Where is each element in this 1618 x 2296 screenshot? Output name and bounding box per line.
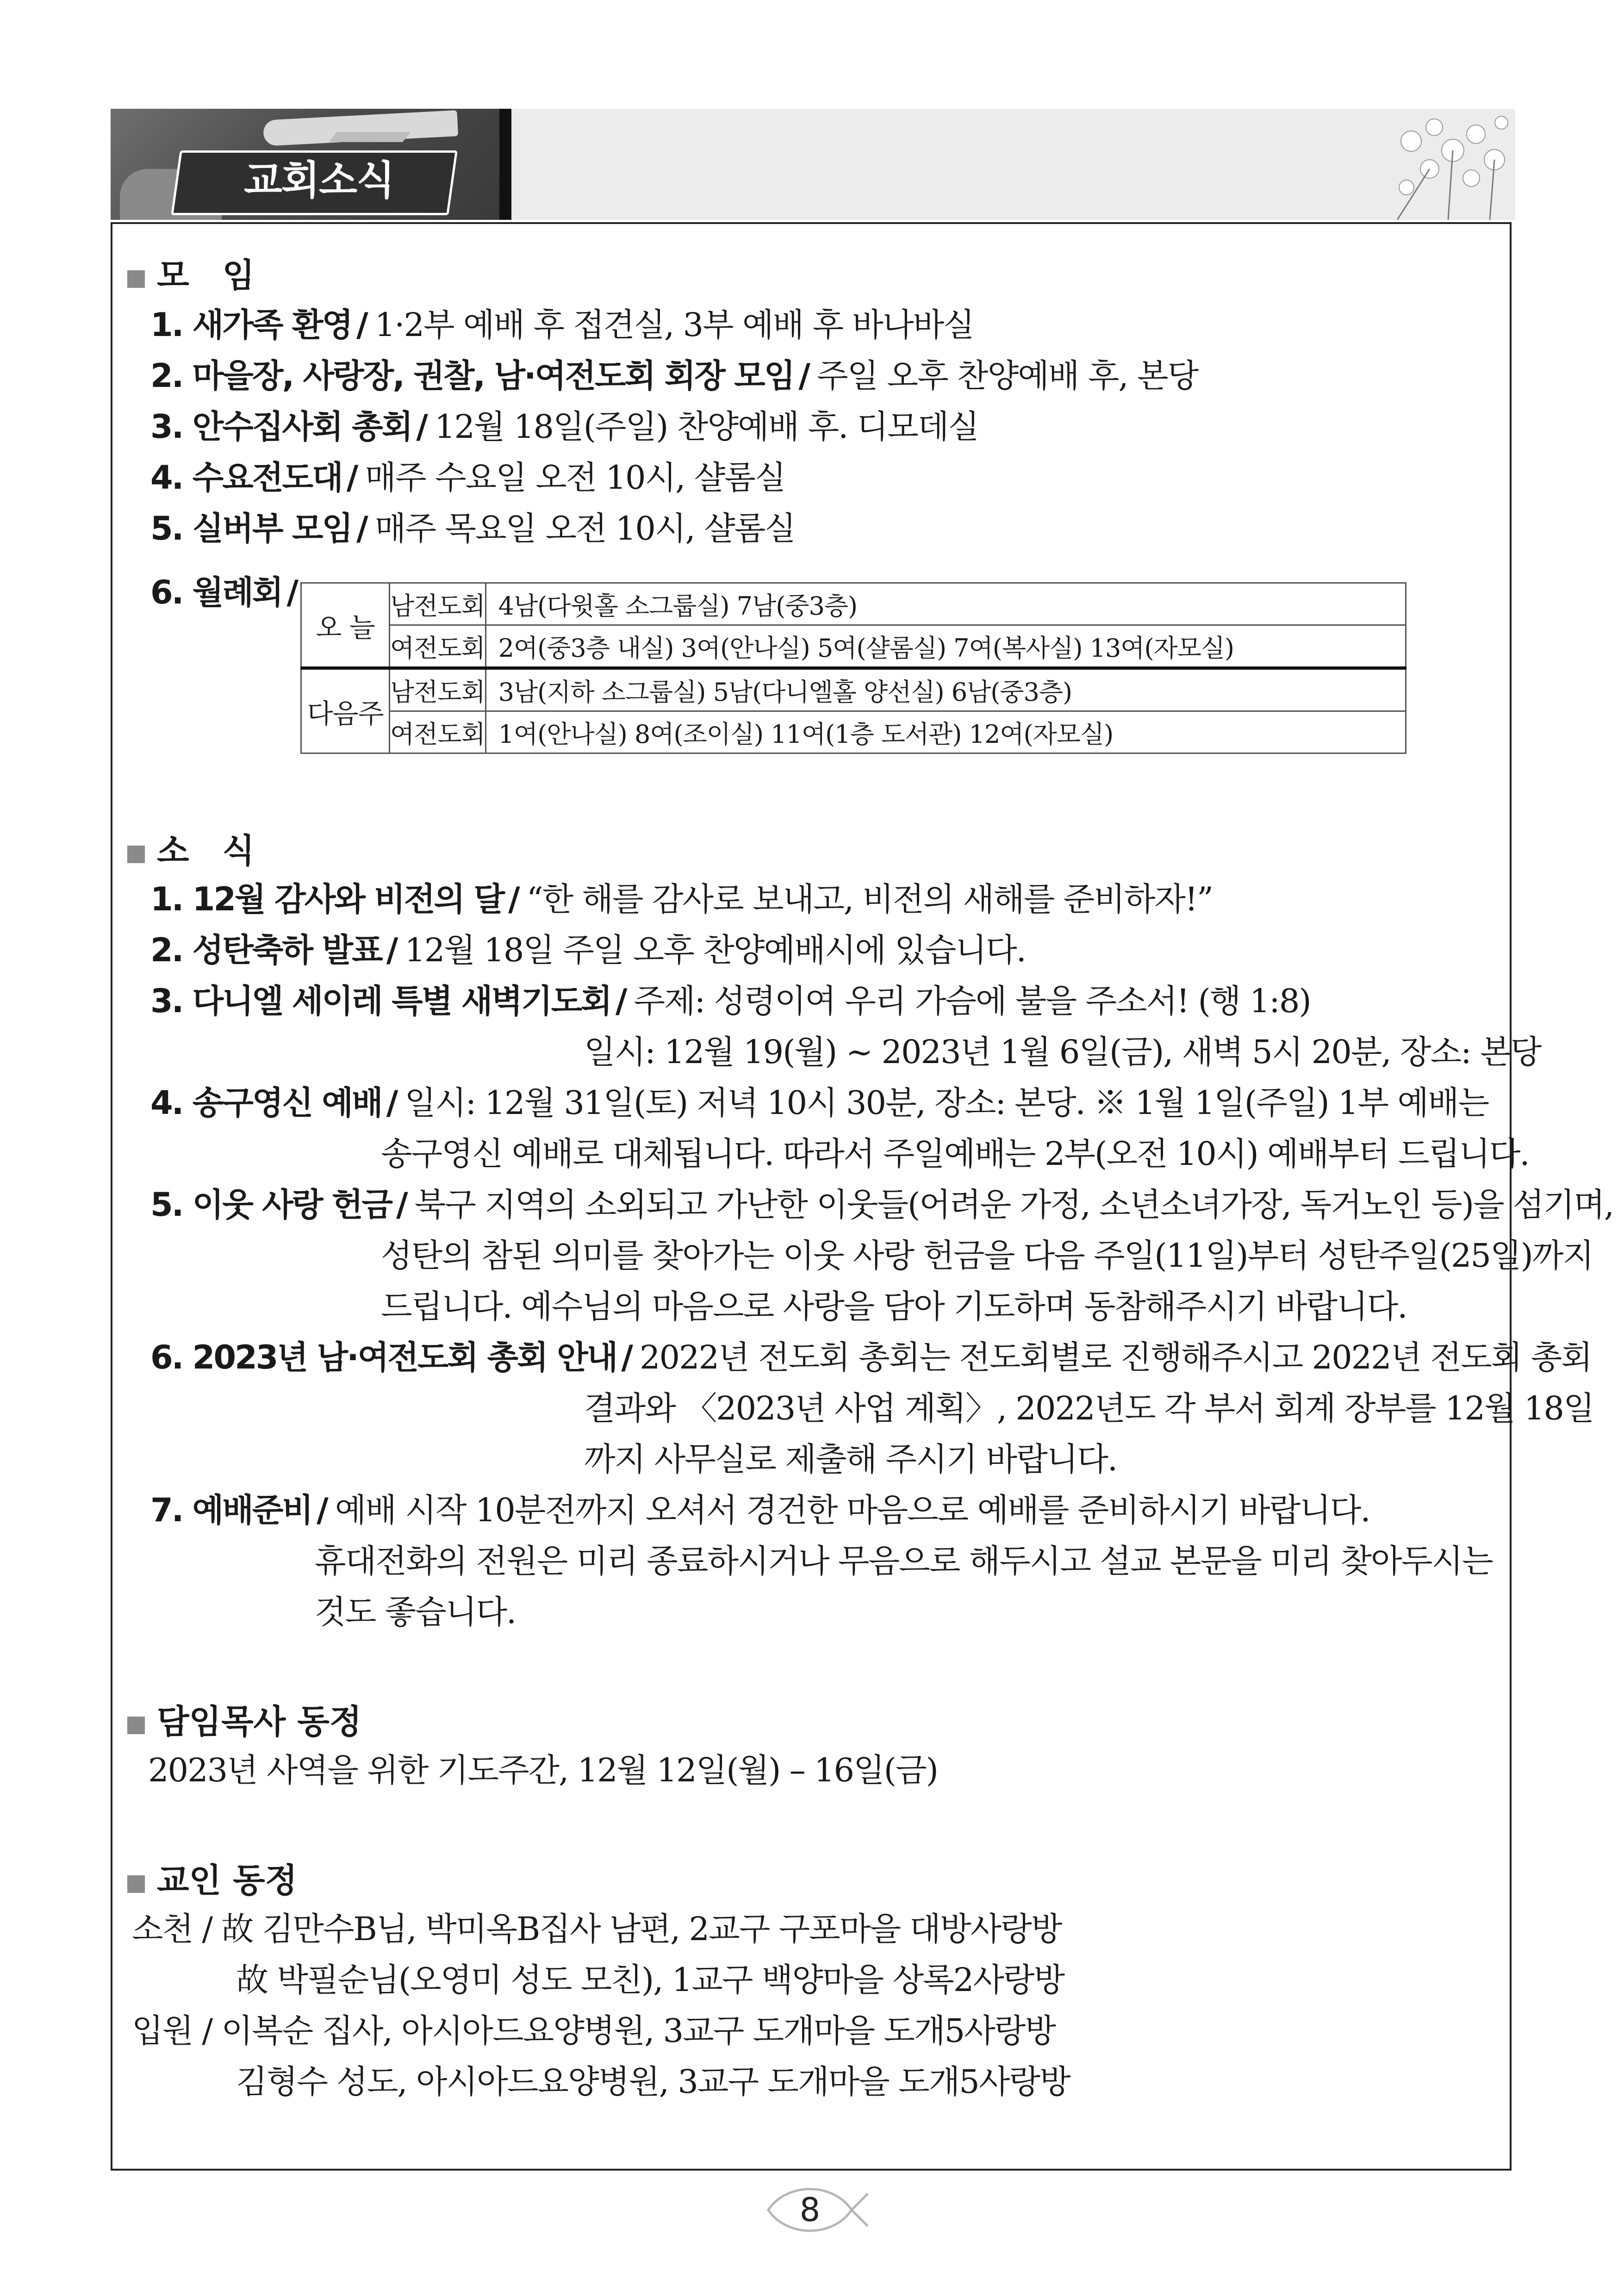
- section-title-pastor: 담임목사 동정: [127, 1699, 361, 1745]
- meeting-item: 3. 안수집사회 총회 / 12월 18일(주일) 찬양예배 후. 디모데실: [150, 408, 979, 446]
- table-cell-places: 4남(다윗홀 소그룹실) 7남(중3층): [485, 583, 1406, 625]
- table-cell-group: 여전도회: [390, 625, 486, 668]
- airplane-wing-image: [329, 132, 411, 142]
- news-item: 7. 예배준비 / 예배 시작 10분전까지 오셔서 경건한 마음으로 예배를 준비하시기 바랍니다.: [150, 1491, 1370, 1529]
- news-item-continuation: 송구영신 예배로 대체됩니다. 따라서 주일예배는 2부(오전 10시) 예배부터 드립니다.: [381, 1135, 1529, 1173]
- pastor-schedule-text: 2023년 사역을 위한 기도주간, 12월 12일(월) – 16일(금): [148, 1751, 938, 1789]
- flowers-illustration: [1379, 109, 1515, 220]
- news-item: 4. 송구영신 예배 / 일시: 12월 31일(토) 저녁 10시 30분, 장소: 본당. ※ 1월 1일(주일) 1부 예배는: [150, 1084, 1489, 1122]
- member-news-line: 김형수 성도, 아시아드요양병원, 3교구 도개마을 도개5사랑방: [236, 2063, 1070, 2101]
- table-cell-places: 1여(안나실) 8여(조이실) 11여(1층 도서관) 12여(자모실): [485, 711, 1406, 753]
- table-cell-group: 여전도회: [390, 711, 486, 753]
- news-item: 6. 2023년 남·여전도회 총회 안내 / 2022년 전도회 총회는 전도회별로 진행해주시고 2022년 전도회 총회: [150, 1338, 1592, 1376]
- bullet-square-icon: [127, 1875, 145, 1893]
- meeting-item: 1. 새가족 환영 / 1·2부 예배 후 접견실, 3부 예배 후 바나바실: [150, 306, 974, 344]
- member-news-line: 소천 / 故 김만수B님, 박미옥B집사 남편, 2교구 구포마을 대방사랑방: [132, 1910, 1062, 1948]
- table-row: [301, 583, 1406, 625]
- meeting-item: 2. 마을장, 사랑장, 권찰, 남·여전도회 회장 모임 / 주일 오후 찬양예배 후, 본당: [150, 357, 1198, 395]
- meeting-item: 4. 수요전도대 / 매주 수요일 오전 10시, 샬롬실: [150, 459, 785, 497]
- table-cell-group: 남전도회: [390, 583, 486, 625]
- table-row: [301, 625, 1406, 668]
- news-item: 2. 성탄축하 발표 / 12월 18일 주일 오후 찬양예배시에 있습니다.: [150, 931, 1026, 969]
- section-title-news: 소 식: [127, 828, 255, 874]
- news-item: 1. 12월 감사와 비전의 달 / “한 해를 감사로 보내고, 비전의 새해를 준비하자!”: [150, 880, 1213, 918]
- bullet-square-icon: [127, 1717, 145, 1734]
- news-item-continuation: 까지 사무실로 제출해 주시기 바랍니다.: [584, 1440, 1117, 1478]
- page-number: 8: [799, 2191, 821, 2229]
- news-item-continuation: 것도 좋습니다.: [315, 1593, 516, 1631]
- news-item-continuation: 성탄의 참된 의미를 찾아가는 이웃 사랑 헌금을 다음 주일(11일)부터 성탄주일(25일)까지: [381, 1237, 1593, 1275]
- table-cell-day: 오 늘: [301, 583, 390, 668]
- table-cell-places: 2여(중3층 내실) 3여(안나실) 5여(샬롬실) 7여(복사실) 13여(자모실): [485, 625, 1406, 668]
- news-item: 5. 이웃 사랑 헌금 / 북구 지역의 소외되고 가난한 이웃들(어려운 가정, 소년소녀가장, 독거노인 등)을 섬기며,: [150, 1186, 1614, 1224]
- member-news-line: 입원 / 이복순 집사, 아시아드요양병원, 3교구 도개마을 도개5사랑방: [132, 2012, 1056, 2050]
- page-title: 교회소식: [243, 157, 394, 204]
- table-row: [301, 668, 1406, 711]
- meeting-item: 6. 월례회 /: [150, 573, 299, 611]
- section-header-banner: [111, 109, 1515, 220]
- news-item-continuation: 휴대전화의 전원은 미리 종료하시거나 무음으로 해두시고 설교 본문을 미리 찾아두시는: [315, 1542, 1493, 1580]
- table-cell-group: 남전도회: [390, 668, 486, 711]
- meeting-item: 5. 실버부 모임 / 매주 목요일 오전 10시, 샬롬실: [150, 510, 795, 548]
- bullet-square-icon: [127, 270, 145, 288]
- monthly-meeting-table: [300, 582, 1406, 754]
- news-item-continuation: 결과와 〈2023년 사업 계획〉, 2022년도 각 부서 회계 장부를 12월 18일: [584, 1389, 1594, 1427]
- section-title-members: 교인 동정: [127, 1857, 297, 1904]
- table-cell-places: 3남(지하 소그룹실) 5남(다니엘홀 양선실) 6남(중3층): [485, 668, 1406, 711]
- table-cell-day: 다음주: [301, 668, 390, 753]
- member-news-line: 故 박필순님(오영미 성도 모친), 1교구 백양마을 상록2사랑방: [236, 1961, 1064, 1999]
- header-divider-bar: [499, 109, 511, 220]
- section-title-meeting: 모 임: [127, 252, 255, 299]
- table-row: [301, 711, 1406, 753]
- news-item-continuation: 일시: 12월 19(월) ~ 2023년 1월 6일(금), 새벽 5시 20분, 장소: 본당: [584, 1033, 1541, 1071]
- bullet-square-icon: [127, 846, 145, 863]
- news-item: 3. 다니엘 세이레 특별 새벽기도회 / 주제: 성령이여 우리 가슴에 불을 주소서! (행 1:8): [150, 982, 1311, 1020]
- news-item-continuation: 드립니다. 예수님의 마음으로 사랑을 담아 기도하며 동참해주시기 바랍니다.: [381, 1288, 1407, 1325]
